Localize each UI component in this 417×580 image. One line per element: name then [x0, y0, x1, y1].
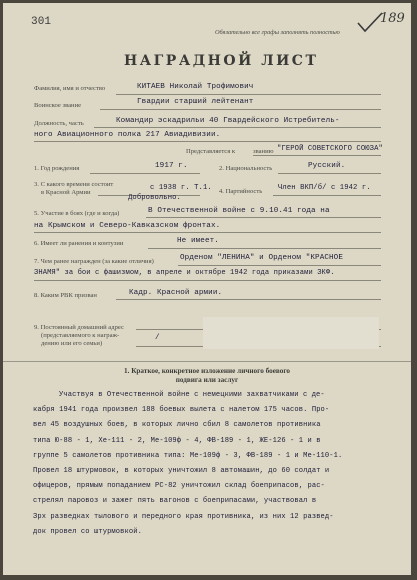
- handwritten-check-mark: [355, 11, 385, 35]
- redacted-address-patch: [203, 317, 379, 349]
- feat-description-line: Провел 18 штурмовок, в которых уничтожил 8 автомашин, до 60 солдат и: [33, 467, 330, 475]
- position-value-line2: ного Авиационного полка 217 Авиадивизии.: [34, 131, 221, 139]
- awards-value-line1: Орденом "ЛЕНИНА" и Орденом "КРАСНОЕ: [180, 254, 343, 262]
- birth-year-label: 1. Год рождения: [34, 165, 80, 172]
- address-label-line1: 9. Постоянный домашний адрес: [34, 324, 124, 331]
- feat-description-line: офицеров, прямым попаданием РС-82 уничтожил склад боеприпасов, рас-: [33, 482, 325, 491]
- position-value-line1: Командир эскадрильи 40 Гвардейского Истребитель-: [116, 117, 340, 125]
- awards-value-line2: ЗНАМЯ" за бои с фашизмом, в апреле и октябре 1942 года приказами ЗКФ.: [34, 269, 335, 277]
- page-number: 301: [31, 16, 52, 28]
- nominated-value: "ГЕРОЙ СОВЕТСКОГО СОЮЗА": [277, 145, 383, 153]
- address-label-line2: (представляемого к награж-: [41, 332, 120, 339]
- rank-value: Гвардии старший лейтенант: [137, 98, 254, 106]
- wounds-value: Не имеет.: [177, 237, 219, 245]
- position-label: Должность, часть: [34, 120, 84, 127]
- birth-year-value: 1917 г.: [155, 162, 188, 170]
- obligatory-note: Обязательно все графы заполнять полностью: [215, 29, 340, 36]
- party-label: 4. Партийность: [219, 188, 263, 195]
- battles-value-line2: на Крымском и Северо-Кавказском фронтах.: [34, 222, 221, 230]
- battles-label: 5. Участие в боях (где и когда): [34, 210, 120, 217]
- service-since-label-line2: в Красной Армии: [41, 189, 91, 196]
- name-label: Фамилия, имя и отчество: [34, 85, 106, 92]
- feat-description-line: стрелял паровоз и зажег пять вагонов с боеприпасами, участвовал в: [33, 497, 317, 506]
- rank-label: Воинское звание: [34, 102, 82, 109]
- rvk-label: 8. Каким РВК призван: [34, 292, 97, 299]
- document-title: НАГРАДНОЙ ЛИСТ: [124, 53, 319, 69]
- battles-value-line1: В Отечественной войне с 9.10.41 года на: [148, 207, 330, 215]
- feat-description-line: Участвуя в Отечественной войне с немецкими захватчиками с де-: [59, 391, 325, 399]
- feat-description-line: вел 45 воздушных боев, в которых лично сбил 8 самолетов противника: [33, 421, 321, 430]
- feat-description-line: группе 5 самолетов противника типа: Ме-109ф - 3, ФВ-189 - 1 и Ме-110-1.: [33, 451, 343, 460]
- section-heading-line1: 1. Краткое, конкретное изложение личного боевого: [124, 367, 290, 375]
- handwritten-number: 189: [380, 11, 405, 26]
- address-label-line3: дению или его семьи): [41, 340, 103, 347]
- feat-description-line: типа Ю-88 - 1, Хе-111 - 2, Ме-109ф - 4, ФВ-189 - 1, ЖЕ-126 - 1 и в: [33, 436, 321, 445]
- service-since-label-line1: 3. С какого времени состоит: [34, 181, 114, 188]
- party-value: Член ВКП/б/ с 1942 г.: [278, 184, 371, 192]
- name-value: КИТАЕВ Николай Трофимович: [137, 83, 254, 91]
- feat-description-line: док провел со штурмовкой.: [33, 527, 142, 536]
- feat-description-line: Зрх разведках тылового и передного края противника, из них 12 развед-: [33, 512, 334, 521]
- service-since-value2: Добровольно.: [128, 194, 181, 202]
- wounds-label: 6. Имеет ли ранения и контузии: [34, 240, 124, 247]
- section-heading-line2: подвига или заслуг: [175, 376, 239, 384]
- nominated-label: Представляется к: [186, 148, 236, 155]
- awards-label: 7. Чем ранее награжден (за какие отличия): [34, 258, 154, 265]
- service-since-value: с 1938 г. Т.1.: [150, 184, 212, 192]
- nationality-value: Русский.: [308, 162, 346, 170]
- address-value: /: [155, 334, 160, 342]
- nominated-label-suffix: званию: [253, 148, 274, 155]
- rvk-value: Кадр. Красной армии.: [129, 289, 223, 297]
- feat-description-line: кабря 1941 года произвел 188 боевых вылета с налетом 175 часов. Про-: [33, 406, 330, 415]
- award-sheet-document: [3, 3, 411, 575]
- nationality-label: 2. Национальность: [219, 165, 273, 172]
